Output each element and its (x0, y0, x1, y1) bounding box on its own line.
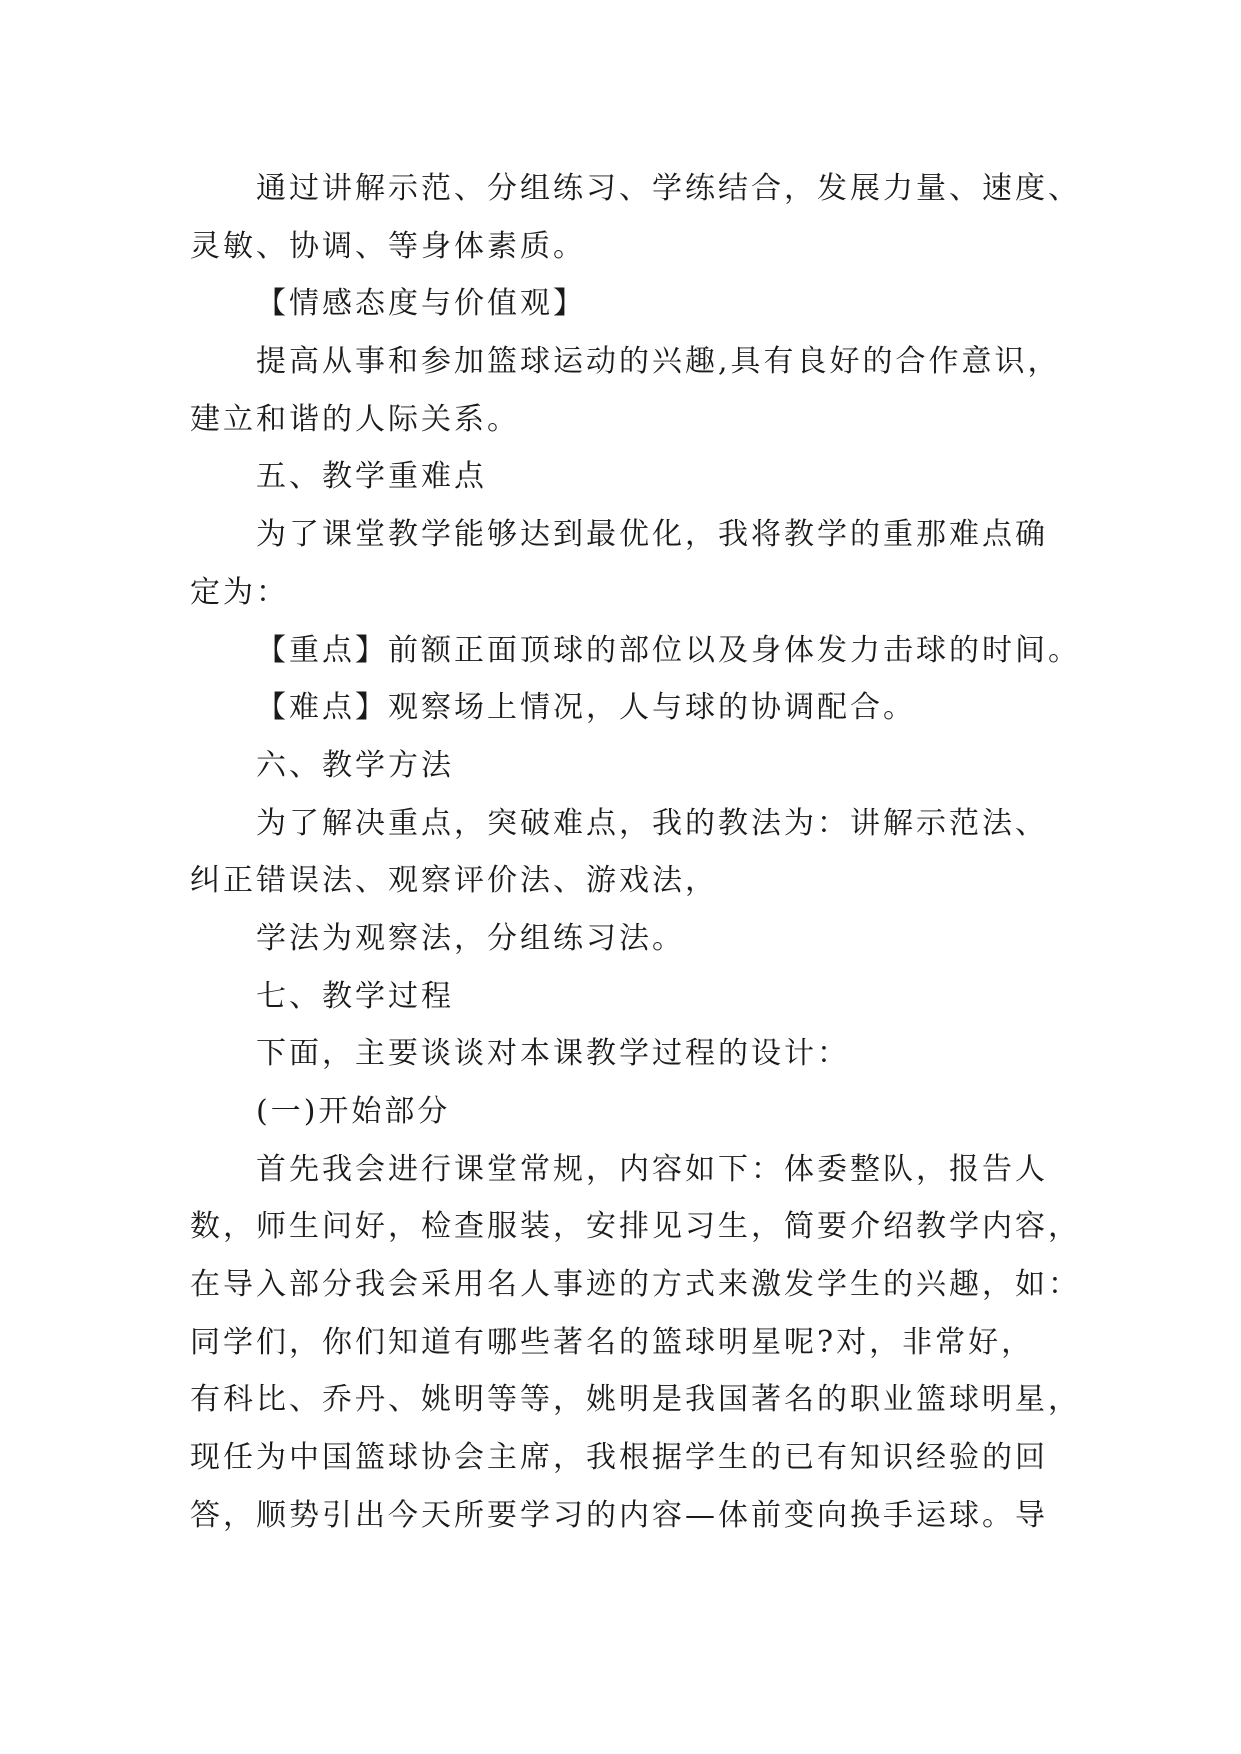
text-line: 灵敏、协调、等身体素质。 (190, 228, 586, 264)
subsection-heading: (一)开始部分 (256, 1094, 451, 1129)
section-heading: 七、教学过程 (256, 978, 454, 1014)
text-line: 学法为观察法，分组练习法。 (256, 920, 685, 956)
section-heading: 六、教学方法 (256, 747, 454, 783)
text-line: 同学们，你们知道有哪些著名的篮球明星呢?对，非常好， (190, 1324, 1035, 1360)
text-line: 为了课堂教学能够达到最优化，我将教学的重那难点确 (256, 517, 1048, 553)
text-line: 定为： (190, 574, 289, 610)
text-line: 有科比、乔丹、姚明等等，姚明是我国著名的职业篮球明星， (190, 1382, 1081, 1418)
section-heading: 【情感态度与价值观】 (256, 286, 586, 322)
text-line: 【重点】前额正面顶球的部位以及身体发力击球的时间。 (256, 632, 1081, 668)
text-line: 【难点】观察场上情况，人与球的协调配合。 (256, 690, 916, 726)
document-body (190, 160, 1081, 1545)
text-line: 纠正错误法、观察评价法、游戏法， (190, 863, 718, 899)
text-line: 在导入部分我会采用名人事迹的方式来激发学生的兴趣，如： (190, 1267, 1081, 1303)
text-line: 提高从事和参加篮球运动的兴趣,具有良好的合作意识， (256, 344, 1061, 380)
text-line: 首先我会进行课堂常规，内容如下：体委整队，报告人 (256, 1151, 1048, 1187)
section-heading: 五、教学重难点 (256, 459, 487, 495)
text-line: 通过讲解示范、分组练习、学练结合，发展力量、速度、 (256, 171, 1081, 206)
text-line: 答，顺势引出今天所要学习的内容—体前变向换手运球。导 (190, 1497, 1048, 1533)
text-line: 下面，主要谈谈对本课教学过程的设计： (256, 1036, 850, 1072)
text-line: 数，师生问好，检查服装，安排见习生，简要介绍教学内容， (190, 1209, 1081, 1245)
text-line: 现任为中国篮球协会主席，我根据学生的已有知识经验的回 (190, 1440, 1048, 1476)
text-line: 建立和谐的人际关系。 (190, 401, 520, 437)
text-line: 为了解决重点，突破难点，我的教法为：讲解示范法、 (256, 805, 1048, 841)
